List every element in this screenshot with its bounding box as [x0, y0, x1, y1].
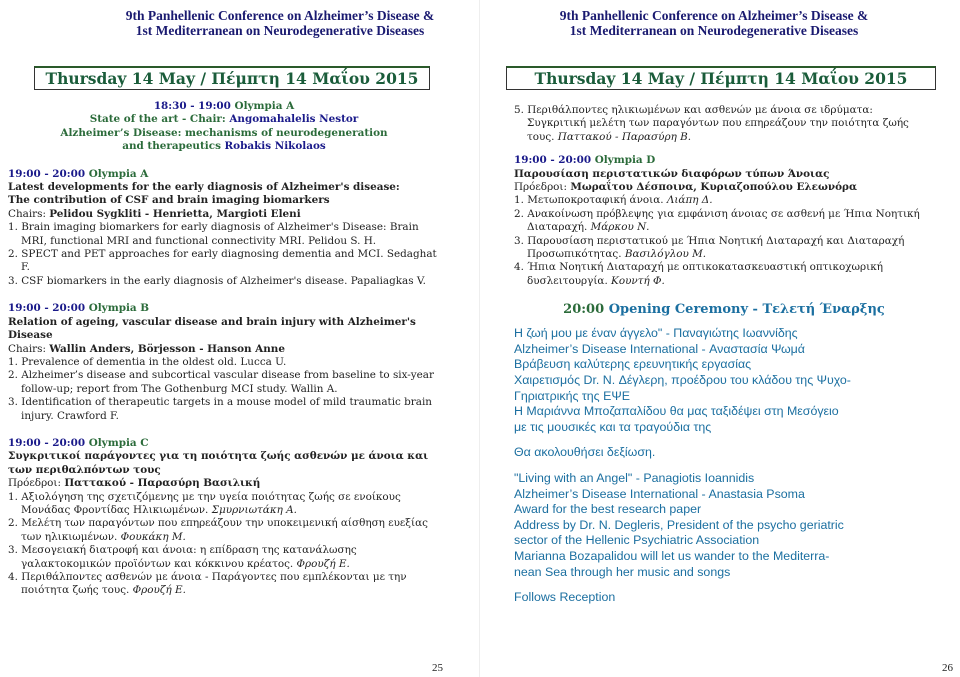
list-item: 3. CSF biomarkers in the early diagnosis of Alzheimer's disease. Papaliagkas V.: [8, 274, 426, 287]
session-state-of-art: 18:30 - 19:00 Olympia A State of the art - Chair: Angomahalelis Nestor Alzheimer’s Disease: mechanisms of neurodegeneration and therapeutics Robakis Nikolaos: [60, 100, 388, 153]
opening-ceremony-heading: 20:00 Opening Ceremony - Τελετή Έναρξης: [563, 302, 885, 318]
list-item: 2. SPECT and PET approaches for early diagnosing dementia and MCI. Sedaghat F.: [8, 248, 437, 274]
session-title: Παρουσίαση περιστατικών διαφόρων τύπων Άνοιας: [514, 167, 830, 180]
right-header: [494, 8, 934, 38]
page-number: 26: [942, 662, 953, 674]
session-title: Relation of ageing, vascular disease and brain injury with Alzheimer's Disease: [8, 315, 416, 342]
list-item: 4. Περιθάλποντες ασθενών με άνοια - Παράγοντες που εμπλέκονται με την ποιότητα ζωής τους. Φρουζή Ε.: [8, 571, 407, 597]
right-column: [514, 104, 934, 606]
day-banner: Thursday 14 May / Πέμπτη 14 Μαΐου 2015: [34, 66, 430, 90]
reception-english: Follows Reception: [514, 590, 616, 605]
session-title: Συγκριτικοί παράγοντες για τη ποιότητα ζωής ασθενών με άνοια και των περιθαλπόντων τους: [8, 450, 429, 476]
list-item: 2. Μελέτη των παραγόντων που επηρεάζουν την υποκειμενική αίσθηση ευεξίας των ηλικιωμένων. Φουκάκη Μ.: [8, 517, 428, 543]
day-banner: Thursday 14 May / Πέμπτη 14 Μαΐου 2015: [506, 66, 936, 90]
list-item: 3. Παρουσίαση περιστατικού με Ήπια Νοητική Διαταραχή και Διαταραχή Προσωπικότητας. Βασιλόγλου Μ.: [514, 234, 905, 261]
header-line-1: 9th Panhellenic Conference on Alzheimer’s Disease &: [125, 8, 435, 23]
session-olympia-b: 19:00 - 20:00 Olympia B Relation of ageing, vascular disease and brain injury with Alzheimer's Disease Chairs: Wallin Anders, Börjesson - Hanson Anne 1. Prevalence of dementia in the oldest old. Lucca U. 2. Alzheimer’s disease and subcortical vascular disease from baseline to six-year follow-up; report from The Gothenburg MCI study. Wallin A. 3. Identification of therapeutic targets in a mouse model of mild traumatic brain injury. Crawford F.: [8, 302, 440, 423]
list-item: 1. Αξιολόγηση της σχετιζόμενης με την υγεία ποιότητας ζωής σε ενοίκους Μονάδας Φροντίδας Ηλικιωμένων. Σμυρνιωτάκη Α.: [8, 490, 401, 516]
list-item: 5. Περιθάλποντες ηλικιωμένων και ασθενών με άνοια σε ιδρύματα: Συγκριτική μελέτη των παραγόντων που επηρεάζουν την ποιότητα ζωής τους. Παττακού - Παρασύρη Β.: [514, 104, 909, 143]
opening-program-english: "Living with an Angel" - Panagiotis Ioannidis Alzheimer’s Disease International - Anastasia Psoma Award for the best research paper Address by Dr. N. Degleris, President of the psycho geriatric sector of the Hellenic Psychiatric Association Marianna Bozapalidou will let us wander to the Mediterra- nean Sea through her music and songs: [514, 471, 844, 579]
list-item: 3. Identification of therapeutic targets in a mouse model of mild traumatic brain injury. Crawford F.: [8, 396, 432, 422]
header-line-2: 1st Mediterranean on Neurodegenerative Diseases: [135, 23, 425, 38]
left-column: [8, 100, 440, 598]
page-number: 25: [432, 662, 443, 674]
reception-greek: Θα ακολουθήσει δεξίωση.: [514, 445, 656, 460]
header-line-2: 1st Mediterranean on Neurodegenerative Diseases: [569, 23, 859, 38]
list-item: 2. Ανακοίνωση πρόβλεψης για εμφάνιση άνοιας σε ασθενή με Ήπια Νοητική Διαταραχή. Μάρκου Ν.: [514, 207, 920, 234]
header-line-1: 9th Panhellenic Conference on Alzheimer’s Disease &: [559, 8, 869, 23]
session-olympia-c: 19:00 - 20:00 Olympia C Συγκριτικοί παράγοντες για τη ποιότητα ζωής ασθενών με άνοια και των περιθαλπόντων τους Πρόεδροι: Παττακού - Παρασύρη Βασιλική 1. Αξιολόγηση της σχετιζόμενης με την υγεία ποιότητας ζωής σε ενοίκους Μονάδας Φροντίδας Ηλικιωμένων. Σμυρνιωτάκη Α. 2. Μελέτη των παραγόντων που επηρεάζουν την υποκειμενική αίσθηση ευεξίας των ηλικιωμένων. Φουκάκη Μ. 3. Μεσογειακή διατροφή και άνοια: η επίδραση της κατανάλωσης γαλακτοκομικών προϊόντων και κόκκινου κρέατος. Φρουζή Ε. 4. Περιθάλποντες ασθενών με άνοια - Παράγοντες που εμπλέκονται με την ποιότητα ζωής τους. Φρουζή Ε.: [8, 437, 440, 598]
list-item: 2. Alzheimer’s disease and subcortical vascular disease from baseline to six-year follow-up; report from The Gothenburg MCI study. Wallin A.: [8, 369, 434, 395]
session-olympia-d: 19:00 - 20:00 Olympia D Παρουσίαση περιστατικών διαφόρων τύπων Άνοιας Πρόεδροι: Μωραΐτου Δέσποινα, Κυριαζοπούλου Ελεωνόρα 1. Μετωποκροταφική άνοια. Λιάπη Δ. 2. Ανακοίνωση πρόβλεψης για εμφάνιση άνοιας σε ασθενή με Ήπια Νοητική Διαταραχή. Μάρκου Ν. 3. Παρουσίαση περιστατικού με Ήπια Νοητική Διαταραχή και Διαταραχή Προσωπικότητας. Βασιλόγλου Μ. 4. Ήπια Νοητική Διαταραχή με οπτικοκατασκευαστική οπτικοχωρική δυσλειτουργία. Κουντή Φ.: [514, 154, 934, 288]
list-item: 1. Prevalence of dementia in the oldest old. Lucca U.: [8, 355, 287, 368]
list-item: 4. Ήπια Νοητική Διαταραχή με οπτικοκατασκευαστική οπτικοχωρική δυσλειτουργία. Κουντή Φ.: [514, 261, 883, 287]
right-page: [480, 0, 960, 677]
session-title: Latest developments for the early diagnosis of Alzheimer's disease:: [8, 181, 400, 194]
left-header: [100, 8, 460, 38]
session-olympia-a: 19:00 - 20:00 Olympia A Latest developments for the early diagnosis of Alzheimer's disease: The contribution of CSF and brain imaging biomarkers Chairs: Pelidou Sygkliti - Henrietta, Margioti Eleni 1. Brain imaging biomarkers for early diagnosis of Alzheimer's Disease: Brain MRI, functional MRI and functional connectivity MRI. Pelidou S. H. 2. SPECT and PET approaches for early diagnosing dementia and MCI. Sedaghat F. 3. CSF biomarkers in the early diagnosis of Alzheimer's disease. Papaliagkas V.: [8, 168, 440, 289]
opening-program-greek: Η ζωή μου με έναν άγγελο" - Παναγιώτης Ιωαννίδης Alzheimer’s Disease International - Αναστασία Ψωμά Βράβευση καλύτερης ερευνητικής εργασίας Χαιρετισμός Dr. N. Δέγλερη, προέδρου του κλάδου της Ψυχο- Γηριατρικής της ΕΨΕ Η Μαριάννα Μποζαπαλίδου θα μας ταξιδέψει στη Μεσόγειο με τις μουσικές και τα τραγούδια της: [514, 326, 851, 434]
list-item: 3. Μεσογειακή διατροφή και άνοια: η επίδραση της κατανάλωσης γαλακτοκομικών προϊόντων και κόκκινου κρέατος. Φρουζή Ε.: [8, 544, 357, 570]
list-item: 1. Μετωποκροταφική άνοια. Λιάπη Δ.: [514, 194, 713, 207]
list-item: 1. Brain imaging biomarkers for early diagnosis of Alzheimer's Disease: Brain MRI, functional MRI and functional connectivity MRI. Pelidou S. H.: [8, 221, 419, 247]
